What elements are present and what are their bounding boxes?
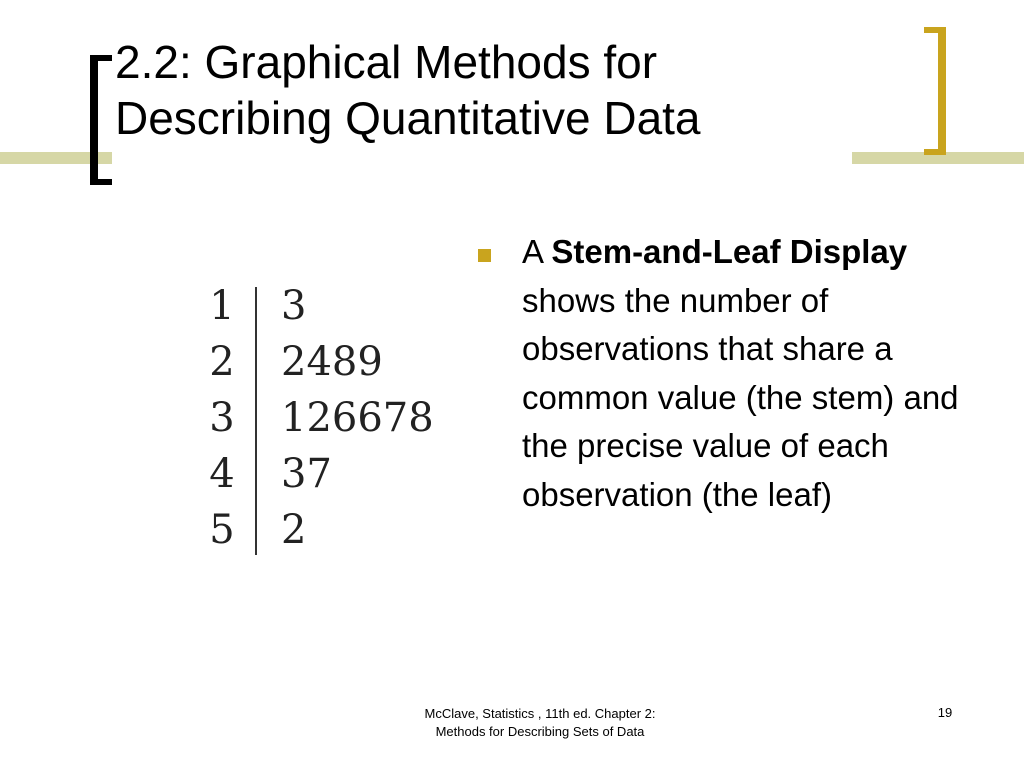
page-number: 19 (937, 705, 953, 720)
bullet-bold-term: Stem-and-Leaf Display (551, 233, 908, 270)
stem-leaf-row (205, 507, 425, 563)
stem-value: 1 (209, 283, 235, 329)
square-bullet-icon (478, 249, 491, 262)
stem-value: 3 (209, 395, 235, 441)
leaf-values: 126678 (281, 395, 434, 441)
leaf-values: 37 (281, 451, 332, 497)
stem-value: 2 (209, 339, 235, 385)
slide-title (115, 34, 915, 146)
leaf-values: 2 (281, 507, 307, 553)
stem-value: 5 (209, 507, 235, 553)
bullet-text (522, 228, 962, 520)
right-bracket-decoration (924, 27, 946, 155)
stem-and-leaf-display (205, 283, 434, 563)
left-bracket-decoration (90, 55, 112, 185)
footer-line-2: Methods for Describing Sets of Data (435, 724, 645, 739)
leaf-values: 2489 (281, 339, 383, 385)
bullet-prefix: A (522, 233, 543, 270)
stem-leaf-row (205, 283, 425, 339)
title-line-2: Describing Quantitative Data (115, 92, 701, 144)
stem-leaf-row (205, 451, 425, 507)
title-line-1: 2.2: Graphical Methods for (115, 36, 658, 88)
stem-value: 4 (209, 451, 235, 497)
stem-leaf-row (205, 339, 425, 395)
slide-footer (360, 705, 720, 741)
leaf-values: 3 (281, 283, 307, 329)
footer-line-1: McClave, Statistics , 11th ed. Chapter 2: (424, 706, 656, 721)
bullet-description: shows the number of observations that share a common value (the stem) and the precise value of each observation (the leaf) (522, 281, 959, 513)
title-underlay (112, 150, 852, 166)
stem-leaf-row (205, 395, 434, 451)
